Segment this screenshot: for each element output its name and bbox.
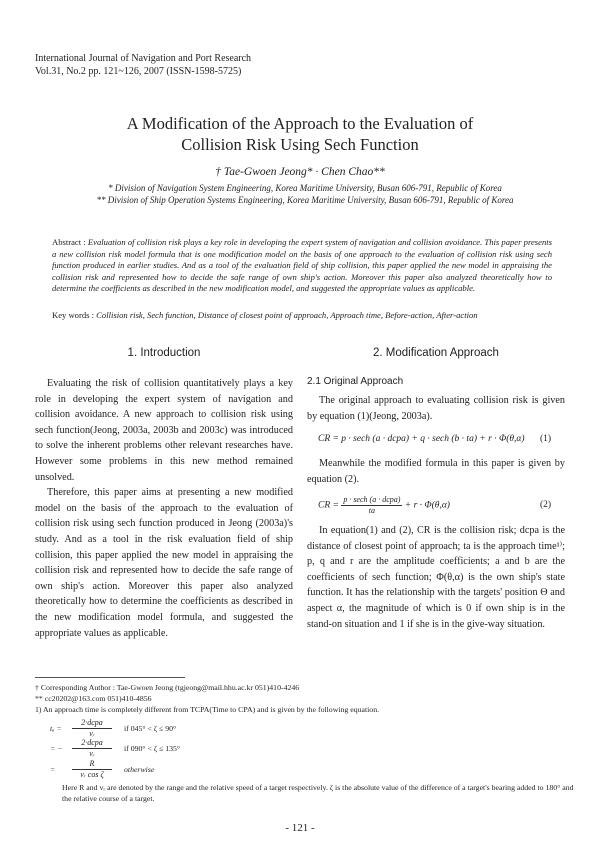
- journal-volume: Vol.31, No.2 pp. 121~126, 2007 (ISSN-1598-5725): [35, 66, 242, 77]
- affiliations: [40, 182, 570, 206]
- title-line-1: A Modification of the Approach to the Evaluation of: [126, 114, 474, 133]
- footnote-corresponding: † Corresponding Author : Tae-Gwoen Jeong (tgjeong@mail.hhu.ac.kr 051)410-4246: [35, 683, 300, 692]
- paragraph: Meanwhile the modified formula in this paper is given by equation (2).: [307, 458, 565, 485]
- approach-time-formula: [50, 718, 350, 780]
- page-number: - 121 -: [285, 822, 315, 834]
- formula-row: = $\frac{R}{\text{vᵣ cos ζ}}$ otherwise: [50, 758, 155, 779]
- equation-2-rest: + r · Φ(θ,α): [404, 500, 450, 511]
- paragraph: The original approach to evaluating collision risk is given by equation (1)(Jeong, 2003a).: [307, 395, 565, 422]
- title-line-2: Collision Risk Using Sech Function: [181, 135, 419, 154]
- section-1-heading: 1. Introduction: [127, 347, 201, 359]
- keywords: [52, 310, 552, 322]
- affiliation-2: ** Division of Ship Operation Systems Engineering, Korea Maritime University, Busan 606-791, Republic of Korea: [96, 195, 514, 205]
- equation-2-number: (2): [540, 500, 552, 510]
- section-2-heading: 2. Modification Approach: [373, 347, 499, 359]
- equation-2-numerator: p · sech (a · dcpa): [343, 495, 401, 504]
- journal-name: International Journal of Navigation and Port Research: [35, 53, 252, 64]
- journal-header: [35, 52, 251, 78]
- paper-title: [0, 113, 600, 155]
- equation-2-fraction: [341, 495, 402, 516]
- subsection-heading: 2.1 Original Approach: [307, 376, 404, 387]
- footnote-note-2: Here R and vᵣ are denoted by the range and the relative speed of a target respectively. ζ is the absolute value of the difference of a target's bearing added to 180° and the relative course of a target.: [62, 783, 574, 803]
- section-2-para-3: [307, 523, 565, 632]
- equation-1: CR = p · sech (a · dcpa) + q · sech (b · ta) + r · Φ(θ,α): [318, 434, 525, 444]
- abstract: [52, 237, 552, 295]
- equation-2-lhs: CR =: [318, 500, 339, 511]
- section-1-body: [35, 376, 293, 641]
- footnote-rule: [35, 677, 185, 678]
- equation-1-number: (1): [540, 434, 552, 444]
- footnotes: [35, 682, 575, 715]
- affiliation-1: * Division of Navigation System Engineering, Korea Maritime University, Busan 606-791, Republic of Korea: [108, 183, 502, 193]
- paragraph: In equation(1) and (2), CR is the collision risk; dcpa is the distance of closest point of approach; ta is the approach time¹⁾; p, q and r are the amplitude coefficients; a and b are the coefficients of sech function; Φ(θ,α) is the own ship's state function. It has the relationship with the targets' position Θ and aspect α, the magnitude of which is 0 if own ship is in the stand-on situation and 1 if she is in the give-way situation.: [307, 525, 565, 630]
- footnote-1: 1) An approach time is completely different from TCPA(Time to CPA) and is given by the following equation.: [35, 705, 380, 714]
- paragraph: Evaluating the risk of collision quantitatively plays a key role in developing the expert system of navigation and collision avoidance. A new approach to collision risk using sech function(Jeong, 2003a, 2003b and 2003c) was introduced to solve the inherent problems other relevant researches have. However some problems in this new method remained unsolved.: [35, 378, 293, 483]
- section-2-para-1: [307, 393, 565, 424]
- keywords-text: Collision risk, Sech function, Distance of closest point of approach, Approach time, Before-action, After-action: [96, 310, 478, 320]
- equation-2: [318, 495, 450, 516]
- equation-2-denominator: ta: [368, 506, 375, 515]
- footnote-email: ** cc20202@163.com 051)410-4856: [35, 694, 152, 703]
- keywords-label: Key words :: [52, 310, 95, 320]
- formula-row: tₐ = $\frac{\text{2·dcpa}}{\text{vᵣ}}$ if 045° < ζ ≤ 90°: [50, 717, 177, 738]
- formula-row: = − $\frac{\text{2·dcpa}}{\text{vᵣ}}$ if 090° < ζ ≤ 135°: [50, 737, 181, 758]
- section-2-para-2: [307, 456, 565, 487]
- authors: † Tae-Gwoen Jeong* · Chen Chao**: [215, 166, 385, 178]
- abstract-text: Evaluation of collision risk plays a key role in developing the expert system of navigation and collision avoidance. This paper presents a new collision risk model formula that is one modification model on the basis of one approach to the evaluation of collision risk using sech function produced in earlier studies. And as a tool of the evaluation field of ship collision, this paper applied the new model in appraising the collision risk and represented how to decide the safe range of own ship's action. Moreover this paper also analyzed theoretically how to determine the coefficients as described in the new modification model, and suggested the appropriate values as applicable.: [52, 237, 552, 294]
- paragraph: Therefore, this paper aims at presenting a new modified model on the basis of the approach to the evaluation of collision risk using sech function produced in Jeong (2003a)'s study. And as a tool in the risk evaluation field of ship collision, this paper applied the new model in appraising the collision risk and represented how to decide the safe range of own ship's action. Moreover this paper also analyzed theoretically how to determine the coefficients as described in the new modification model formula, and suggested the appropriate values as applicable.: [35, 487, 293, 639]
- abstract-label: Abstract :: [52, 237, 86, 247]
